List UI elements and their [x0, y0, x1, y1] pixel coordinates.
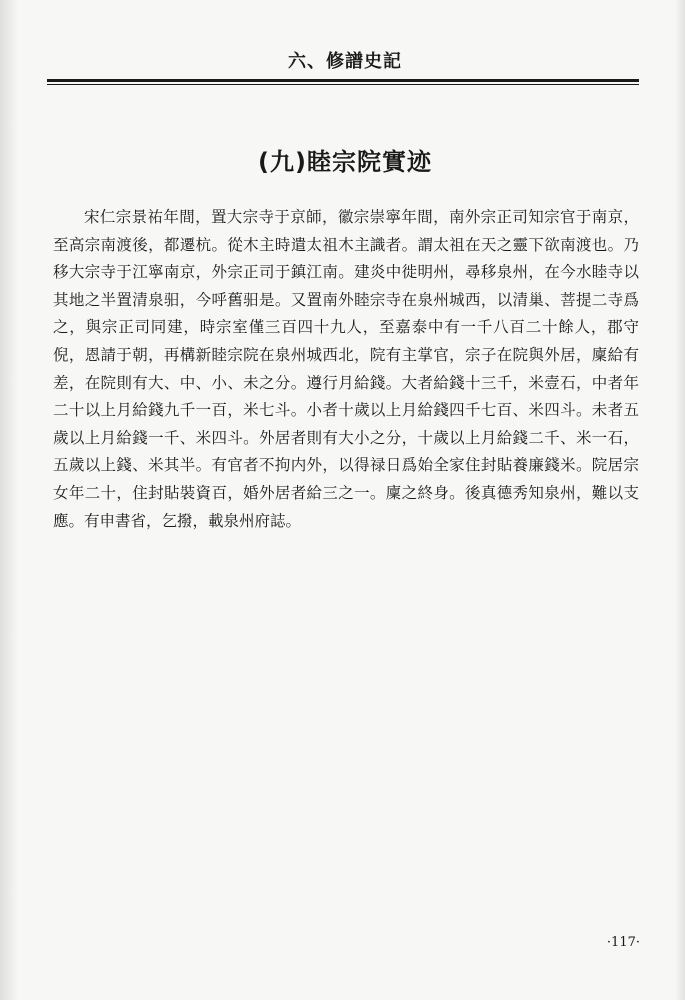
- page-number: ·117·: [606, 935, 640, 950]
- body-paragraph: 宋仁宗景祐年間，置大宗寺于京師，徽宗崇寧年間，南外宗正司知宗官于南京，至高宗南渡後，都遷杭。從木主時遣太祖木主識者。謂太祖在天之靈下欲南渡也。乃移大宗寺于江寧南京，外宗正司于鎮江南。建炎中徙明州，尋移泉州，在今水睦寺以其地之半置清泉驲，今呼舊驲是。又置南外睦宗寺在泉州城西，以清巢、菩提二寺爲之，與宗正司同建，時宗室僅三百四十九人，至嘉泰中有一千八百二十餘人，郡守倪，恩請于朝，再構新睦宗院在泉州城西北，院有主掌官，宗子在院與外居，廩給有差，在院則有大、中、小、未之分。遵行月給錢。大者給錢十三千，米壹石，中者年二十以上月給錢九千一百，米七斗。小者十歲以上月給錢四千七百、米四斗。未者五歲以上月給錢一千、米四斗。外居者則有大小之分，十歲以上月給錢二千、米一石，五歲以上錢、米其半。有官者不拘内外，以得禄日爲始全家住封貼養廉錢米。院居宗女年二十，住封貼裝資百，婚外居者給三之一。廩之終身。後真德秀知泉州，難以支應。有申書省，乞撥，載泉州府誌。: [53, 208, 639, 530]
- header-rule-thin: [47, 84, 639, 85]
- scan-edge-shadow-left: [0, 0, 18, 1000]
- running-header-title: 六、修譜史記: [288, 51, 402, 72]
- section-title: (九)睦宗院實迹: [258, 148, 432, 176]
- header-rule-thick: [47, 79, 639, 82]
- scan-edge-shadow-right: [675, 0, 685, 1000]
